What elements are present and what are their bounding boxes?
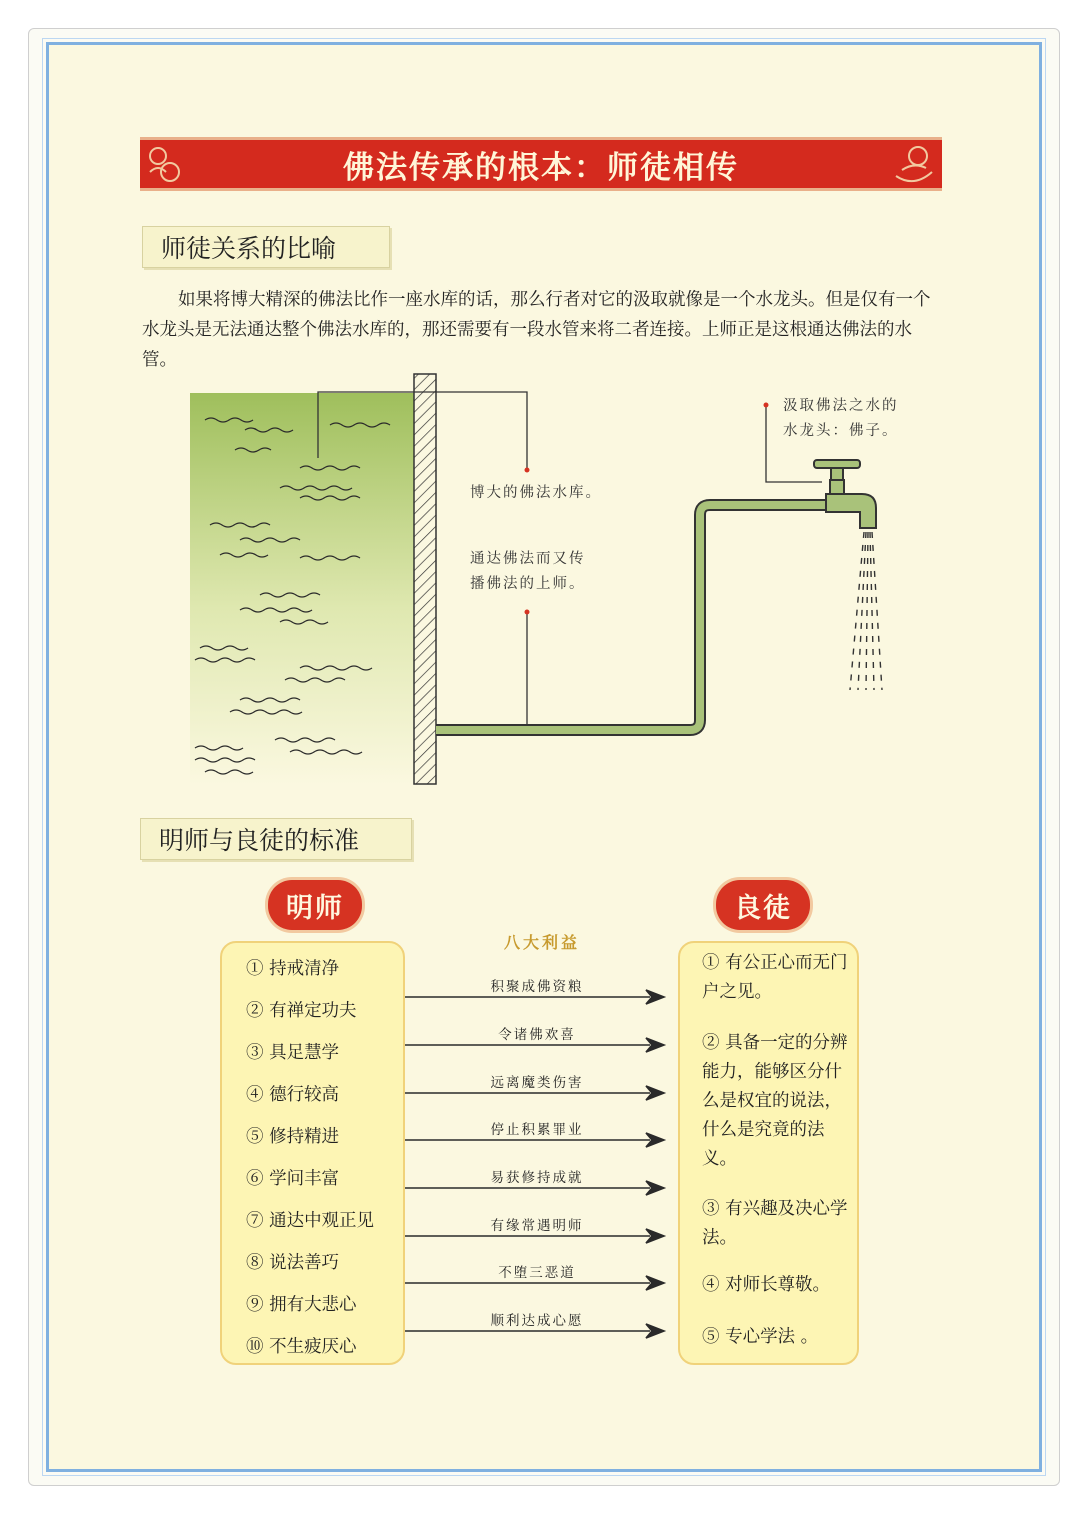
benefit-label: 顺利达成心愿 [490,1313,584,1329]
master-item: ⑨ 拥有大悲心 [246,1295,357,1315]
benefit-label: 停止积累罪业 [490,1122,584,1138]
annotation-reservoir: 博大的佛法水库。 [470,485,602,501]
master-item: ⑩ 不生疲厌心 [246,1337,357,1357]
benefit-label: 远离魔类伤害 [490,1075,584,1091]
disciple-item: ② 具备一定的分辨能力，能够区分什么是权宜的说法，什么是究竟的法义。 [702,1033,848,1169]
disciple-item: ④ 对师长尊敬。 [702,1275,831,1295]
section-header-standards: 明师与良徒的标准 [140,818,412,860]
disciple-item: ⑤ 专心学法 。 [702,1327,819,1347]
benefit-label: 积聚成佛资粮 [490,979,584,995]
benefit-label: 令诸佛欢喜 [498,1027,576,1043]
intro-paragraph: 如果将博大精深的佛法比作一座水库的话，那么行者对它的汲取就像是一个水龙头。但是仅有一个水龙头是无法通达整个佛法水库的，那还需要有一段水管来将二者连接。上师正是这根通达佛法的水管。 [142,290,931,370]
benefit-label: 有缘常遇明师 [490,1218,584,1234]
annotation-faucet-line1: 汲取佛法之水的 [783,398,899,414]
benefits-title: 八大利益 [503,933,580,952]
master-item: ③ 具足慧学 [246,1043,340,1063]
benefit-label: 不堕三恶道 [498,1265,576,1281]
annotation-pipe-line1: 通达佛法而又传 [470,551,586,567]
master-item: ⑤ 修持精进 [246,1127,340,1147]
master-item: ② 有禅定功夫 [246,1001,357,1021]
benefit-label: 易获修持成就 [490,1170,584,1186]
master-item: ⑦ 通达中观正见 [246,1211,375,1231]
master-item: ① 持戒清净 [246,959,340,979]
annotation-faucet-line2: 水龙头：佛子。 [783,423,899,439]
disciple-item: ③ 有兴趣及决心学法。 [702,1199,848,1248]
master-label-pill: 明师 [268,880,362,930]
page-title: 佛法传承的根本：师徒相传 [343,149,739,186]
disciple-label-pill: 良徒 [716,880,810,930]
master-item: ⑧ 说法善巧 [246,1253,340,1273]
section-header-metaphor: 师徒关系的比喻 [142,226,390,268]
master-item: ⑥ 学问丰富 [246,1169,340,1189]
master-item: ④ 德行较高 [246,1085,340,1105]
disciple-list-box [678,941,859,1365]
annotation-pipe-line2: 播佛法的上师。 [470,576,586,592]
disciple-item: ① 有公正心而无门户之见。 [702,953,848,1002]
